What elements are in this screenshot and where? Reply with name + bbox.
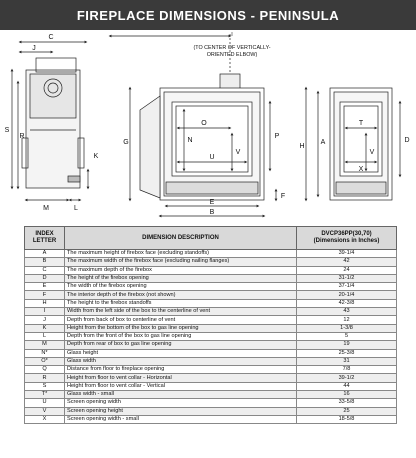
right-glass: [340, 102, 382, 176]
row-value: 18-5/8: [297, 415, 397, 423]
label-r: R: [19, 133, 25, 140]
row-value: 1-3/8: [297, 324, 397, 332]
row-description: Height from the bottom of the box to gas line opening: [65, 324, 297, 332]
table-row: [25, 407, 397, 415]
side-upper-panel: [30, 74, 76, 118]
row-description: The height of the firebox opening: [65, 274, 297, 282]
row-letter: H: [25, 299, 65, 307]
table-row: [25, 349, 397, 357]
row-description: The maximum depth of the firebox: [65, 266, 297, 274]
drawings-svg: [0, 30, 416, 220]
vent-note-line-2: (TO CENTER OF VERTICALLY-: [193, 45, 271, 51]
row-value: 44: [297, 382, 397, 390]
vent-note-line-3: ORIENTED ELBOW): [206, 52, 258, 58]
vent-note-line-1: I: [231, 32, 233, 38]
row-value: 20-1/4: [297, 291, 397, 299]
row-description: Screen opening height: [65, 407, 297, 415]
row-description: Glass height: [65, 349, 297, 357]
row-value: 39-1/2: [297, 374, 397, 382]
header-value: [297, 227, 397, 250]
page-title-text: FIREPLACE DIMENSIONS - PENINSULA: [76, 7, 340, 23]
row-value: 25-3/8: [297, 349, 397, 357]
row-description: The interior depth of the firebox (not shown): [65, 291, 297, 299]
label-e: E: [209, 199, 215, 206]
table-header-row: [25, 227, 397, 250]
dimensions-table: [24, 226, 397, 424]
row-letter: K: [25, 324, 65, 332]
row-letter: Q: [25, 366, 65, 374]
row-value: 12: [297, 316, 397, 324]
row-description: The width of the firebox opening: [65, 283, 297, 291]
row-letter: O*: [25, 357, 65, 365]
table-row: [25, 382, 397, 390]
table-row: [25, 415, 397, 423]
row-value: 25: [297, 407, 397, 415]
label-k: K: [93, 153, 99, 160]
row-description: Depth from back of box to centerline of vent: [65, 316, 297, 324]
row-letter: S: [25, 382, 65, 390]
row-letter: F: [25, 291, 65, 299]
row-value: 43: [297, 308, 397, 316]
row-letter: X: [25, 415, 65, 423]
row-value: 31-1/2: [297, 274, 397, 282]
label-x: X: [358, 166, 364, 173]
row-letter: E: [25, 283, 65, 291]
row-letter: C: [25, 266, 65, 274]
front-bottom-louver: [166, 182, 258, 194]
label-o: O: [201, 120, 207, 127]
row-description: The maximum height of firebox face (excluding standoffs): [65, 250, 297, 258]
table-row: [25, 283, 397, 291]
row-letter: A: [25, 250, 65, 258]
label-f: F: [280, 193, 286, 200]
row-value: 5: [297, 332, 397, 340]
row-letter: R: [25, 374, 65, 382]
header-description: DIMENSION DESCRIPTION: [65, 227, 297, 250]
label-b: B: [209, 209, 215, 216]
row-description: The height to the firebox standoffs: [65, 299, 297, 307]
row-description: Screen opening width: [65, 399, 297, 407]
row-value: 42: [297, 258, 397, 266]
table-row: [25, 274, 397, 282]
row-letter: J: [25, 316, 65, 324]
label-p: P: [274, 133, 280, 140]
row-description: Distance from floor to fireplace opening: [65, 366, 297, 374]
label-t: T: [358, 120, 364, 127]
row-letter: T*: [25, 391, 65, 399]
table-row: [25, 341, 397, 349]
label-d: D: [404, 137, 410, 144]
table-row: [25, 374, 397, 382]
row-description: Glass width: [65, 357, 297, 365]
side-view: [12, 42, 88, 200]
header-index-line-2: LETTER: [32, 238, 57, 244]
row-letter: N*: [25, 349, 65, 357]
row-letter: B: [25, 258, 65, 266]
row-letter: M: [25, 341, 65, 349]
row-value: 37-1/4: [297, 283, 397, 291]
table-row: [25, 250, 397, 258]
label-m: M: [43, 205, 49, 212]
header-index-letter: [25, 227, 65, 250]
right-bottom-louver: [336, 182, 386, 194]
page-title: [0, 0, 416, 30]
label-h: H: [299, 143, 305, 150]
table-row: [25, 308, 397, 316]
row-description: Glass width - small: [65, 391, 297, 399]
label-v-right: V: [369, 149, 375, 156]
front-view: [110, 34, 276, 216]
row-letter: D: [25, 274, 65, 282]
table-body: [25, 250, 397, 424]
table-row: [25, 391, 397, 399]
row-value: 7/8: [297, 366, 397, 374]
row-description: The maximum width of the firebox face (excluding nailing flanges): [65, 258, 297, 266]
row-description: Depth from the front of the box to gas line opening: [65, 332, 297, 340]
row-value: 33-5/8: [297, 399, 397, 407]
row-value: 19: [297, 341, 397, 349]
row-letter: I: [25, 308, 65, 316]
row-letter: L: [25, 332, 65, 340]
table-row: [25, 399, 397, 407]
table-row: [25, 299, 397, 307]
table-row: [25, 366, 397, 374]
label-n: N: [187, 137, 193, 144]
row-value: 31: [297, 357, 397, 365]
row-description: Screen opening width - small: [65, 415, 297, 423]
label-l: L: [74, 205, 78, 212]
label-g: G: [123, 139, 129, 146]
row-description: Height from floor to vent collar - Vertical: [65, 382, 297, 390]
label-s: S: [4, 127, 10, 134]
row-value: 24: [297, 266, 397, 274]
row-description: Height from floor to vent collar - Horizontal: [65, 374, 297, 382]
table-row: [25, 324, 397, 332]
label-v: V: [235, 149, 241, 156]
row-description: Width from the left side of the box to the centerline of vent: [65, 308, 297, 316]
label-j: J: [32, 45, 36, 52]
front-vent-elbow: [220, 74, 240, 90]
row-description: Depth from rear of box to gas line opening: [65, 341, 297, 349]
table-row: [25, 266, 397, 274]
row-value: 39-1/4: [297, 250, 397, 258]
front-side-panel: [140, 96, 160, 198]
header-index-line-1: INDEX: [35, 231, 54, 237]
table-row: [25, 291, 397, 299]
gas-line-opening: [68, 176, 80, 182]
label-u: U: [209, 154, 215, 161]
table-row: [25, 258, 397, 266]
table-row: [25, 332, 397, 340]
row-letter: U: [25, 399, 65, 407]
header-value-line-1: DVCP36PP(30,70): [321, 231, 372, 237]
label-a: A: [320, 139, 326, 146]
row-value: 16: [297, 391, 397, 399]
dimension-drawings: [0, 30, 416, 220]
row-letter: V: [25, 407, 65, 415]
table-row: [25, 357, 397, 365]
table-row: [25, 316, 397, 324]
label-c: C: [48, 34, 54, 41]
header-value-line-2: (Dimensions in Inches): [313, 238, 380, 244]
row-value: 42-3/8: [297, 299, 397, 307]
